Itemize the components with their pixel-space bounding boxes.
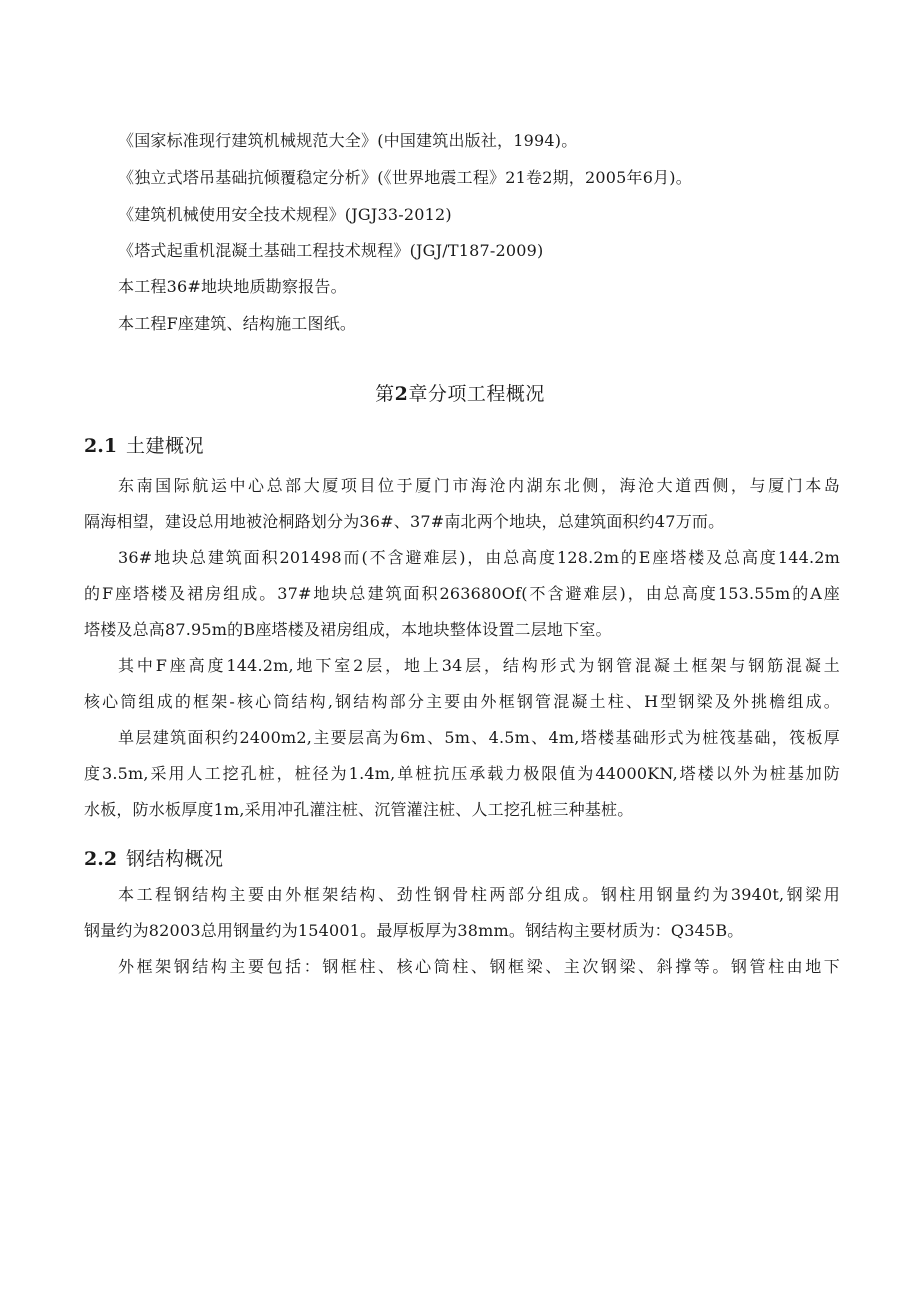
paragraph-line — [84, 763, 840, 785]
paragraph-line — [118, 956, 840, 978]
paragraph-line — [84, 583, 840, 605]
paragraph-line: 隔海相望，建设总用地被沧桐路划分为36#、37#南北两个地块，总建筑面积约47万而。 — [84, 512, 725, 531]
paragraph-text: 36#地块总建筑面积201498而(不含避难层)，由总高度128.2m的E座塔楼及总高度144.2m — [118, 548, 840, 567]
section-number: 2.1 — [84, 435, 118, 457]
paragraph-line — [84, 691, 840, 713]
paragraph-text: 本工程钢结构主要由外框架结构、劲性钢骨柱两部分组成。钢柱用钢量约为3940t,钢梁用 — [118, 885, 840, 904]
reference-item: 本工程36#地块地质勘察报告。 — [118, 277, 347, 296]
reference-item: 《塔式起重机混凝土基础工程技术规程》(JGJ/T187-2009) — [118, 241, 544, 260]
paragraph-line — [118, 884, 840, 906]
paragraph-text: 外框架钢结构主要包括：钢框柱、核心筒柱、钢框梁、主次钢梁、斜撑等。钢管柱由地下 — [118, 957, 840, 976]
paragraph-line — [118, 727, 840, 749]
reference-item: 《国家标准现行建筑机械规范大全》(中国建筑出版社，1994)。 — [118, 131, 578, 150]
paragraph-line — [118, 655, 840, 677]
reference-item: 《建筑机械使用安全技术规程》(JGJ33-2012) — [118, 205, 452, 224]
paragraph-line: 水板，防水板厚度1m,采用冲孔灌注桩、沉管灌注桩、人工挖孔桩三种基桩。 — [84, 800, 634, 819]
paragraph-text: 核心筒组成的框架-核心筒结构,钢结构部分主要由外框钢管混凝土柱、H型钢梁及外挑檐组成。 — [84, 692, 840, 711]
chapter-prefix: 第 — [375, 383, 395, 405]
paragraph-line — [118, 547, 840, 569]
reference-item: 本工程F座建筑、结构施工图纸。 — [118, 314, 357, 333]
chapter-number: 2 — [394, 383, 409, 405]
paragraph-text: 其中F座高度144.2m,地下室2层，地上34层，结构形式为钢管混凝土框架与钢筋混凝土 — [118, 656, 840, 675]
paragraph-text: 单层建筑面积约2400m2,主要层高为6m、5m、4.5m、4m,塔楼基础形式为桩筏基础，筏板厚 — [118, 728, 840, 747]
section-title: 钢结构概况 — [126, 848, 224, 870]
section-heading — [84, 433, 204, 459]
reference-item: 《独立式塔吊基础抗倾覆稳定分析》(《世界地震工程》21卷2期，2005年6月)。 — [118, 168, 692, 187]
chapter-title-text: 章分项工程概况 — [408, 383, 545, 405]
paragraph-line: 钢量约为82003总用钢量约为154001。最厚板厚为38mm。钢结构主要材质为：Q345B。 — [84, 921, 744, 940]
paragraph-text: 东南国际航运中心总部大厦项目位于厦门市海沧内湖东北侧，海沧大道西侧，与厦门本岛 — [118, 476, 840, 495]
section-title: 土建概况 — [126, 435, 205, 457]
paragraph-line: 塔楼及总高87.95m的B座塔楼及裙房组成，本地块整体设置二层地下室。 — [84, 620, 612, 639]
paragraph-text: 的F座塔楼及裙房组成。37#地块总建筑面积263680Of(不含避难层)，由总高度153.55m的A座 — [84, 584, 840, 603]
paragraph-line — [118, 475, 840, 497]
chapter-title — [0, 381, 920, 407]
section-heading — [84, 846, 224, 872]
section-number: 2.2 — [84, 848, 118, 870]
paragraph-text: 度3.5m,采用人工挖孔桩，桩径为1.4m,单桩抗压承载力极限值为44000KN,塔楼以外为桩基加防 — [84, 764, 840, 783]
